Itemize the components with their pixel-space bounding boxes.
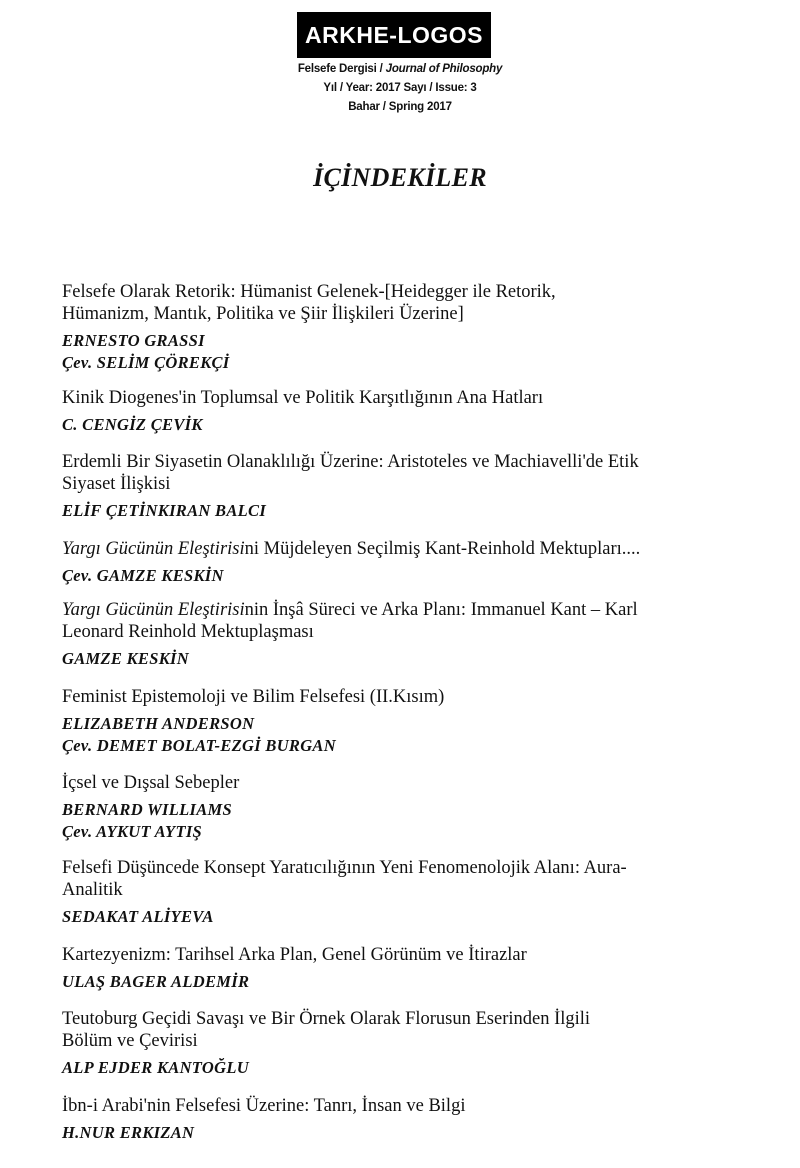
table-of-contents-heading: İÇİNDEKİLER [313, 163, 487, 192]
article-title-line: Felsefi Düşüncede Konsept Yaratıcılığının Yeni Fenomenolojik Alanı: Aura- [62, 858, 627, 878]
article-title-line: Siyaset İlişkisi [62, 474, 171, 494]
article-title-rest: nin İnşâ Süreci ve Arka Planı: Immanuel Kant – Karl [244, 600, 638, 620]
toc-entry[interactable] [62, 538, 732, 587]
article-author: SEDAKAT ALİYEVA [62, 907, 214, 926]
article-title-line [62, 538, 732, 560]
article-title-line: İbn-i Arabi'nin Felsefesi Üzerine: Tanrı, İnsan ve Bilgi [62, 1096, 466, 1116]
article-title-line: Feminist Epistemoloji ve Bilim Felsefesi (II.Kısım) [62, 687, 445, 707]
year-issue-line: Yıl / Year: 2017 Sayı / Issue: 3 [323, 82, 477, 94]
journal-logo: ARKHE-LOGOS [297, 12, 491, 58]
season-line: Bahar / Spring 2017 [348, 101, 452, 113]
article-title-line: Felsefe Olarak Retorik: Hümanist Gelenek-[Heidegger ile Retorik, [62, 282, 556, 302]
article-title-line [62, 599, 732, 621]
article-title-line: Analitik [62, 880, 123, 900]
article-title-line: Kartezyenizm: Tarihsel Arka Plan, Genel Görünüm ve İtirazlar [62, 945, 527, 965]
article-author: ELİF ÇETİNKIRAN BALCI [62, 501, 267, 520]
toc-entry[interactable] [62, 387, 732, 436]
article-author: GAMZE KESKİN [62, 649, 189, 668]
toc-entry[interactable] [62, 599, 732, 670]
article-author: H.NUR ERKIZAN [62, 1123, 195, 1142]
article-title-line: Teutoburg Geçidi Savaşı ve Bir Örnek Olarak Florusun Eserinden İlgili [62, 1009, 591, 1029]
toc-entry[interactable] [62, 772, 732, 843]
article-translator: Çev. DEMET BOLAT-EZGİ BURGAN [62, 736, 336, 755]
article-title-rest: ni Müjdeleyen Seçilmiş Kant-Reinhold Mektupları.... [244, 539, 641, 559]
article-author: ULAŞ BAGER ALDEMİR [62, 972, 250, 991]
article-title-line: Hümanizm, Mantık, Politika ve Şiir İlişkileri Üzerine] [62, 304, 464, 324]
article-title-line: Kinik Diogenes'in Toplumsal ve Politik Karşıtlığının Ana Hatları [62, 388, 544, 408]
book-title-italic: Yargı Gücünün Eleştirisi [62, 600, 245, 620]
article-translator: Çev. SELİM ÇÖREKÇİ [62, 353, 230, 372]
article-translator: Çev. AYKUT AYTIŞ [62, 822, 203, 841]
book-title-italic: Yargı Gücünün Eleştirisi [62, 539, 245, 559]
subtitle-english: Journal of Philosophy [385, 63, 503, 75]
toc-entry[interactable] [62, 1095, 732, 1144]
toc-entry[interactable] [62, 857, 732, 928]
article-author: BERNARD WILLIAMS [62, 800, 233, 819]
article-title-line: Leonard Reinhold Mektuplaşması [62, 622, 314, 642]
toc-entry[interactable] [62, 281, 732, 374]
article-title-line: İçsel ve Dışsal Sebepler [62, 773, 240, 793]
toc-entry[interactable] [62, 451, 732, 522]
article-translator: Çev. GAMZE KESKİN [62, 566, 224, 585]
subtitle-turkish: Felsefe Dergisi / [297, 63, 383, 75]
toc-entry[interactable] [62, 686, 732, 757]
article-author: ELIZABETH ANDERSON [62, 714, 255, 733]
toc-entry[interactable] [62, 1008, 732, 1079]
article-author: ALP EJDER KANTOĞLU [62, 1058, 249, 1077]
article-author: C. CENGİZ ÇEVİK [62, 415, 203, 434]
article-author: ERNESTO GRASSI [62, 331, 205, 350]
article-title-line: Erdemli Bir Siyasetin Olanaklılığı Üzerine: Aristoteles ve Machiavelli'de Etik [62, 452, 639, 472]
article-title-line: Bölüm ve Çevirisi [62, 1031, 198, 1051]
toc-entry[interactable] [62, 944, 732, 993]
journal-subtitle [200, 63, 600, 75]
